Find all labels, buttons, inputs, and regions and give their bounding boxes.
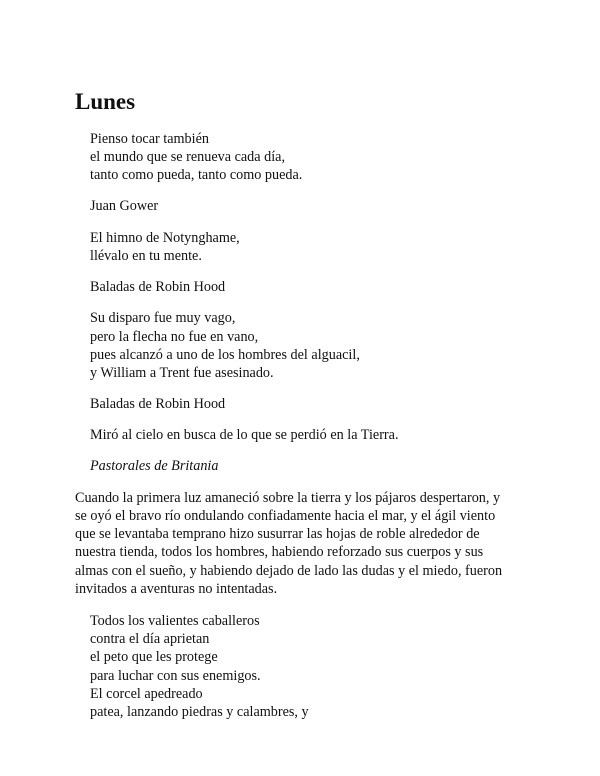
verse-line: pero la flecha no fue en vano, [90,328,259,345]
verse-line: para luchar con sus enemigos. [90,667,261,684]
verse-line: llévalo en tu mente. [90,248,202,264]
verse-line: patea, lanzando piedras y calambres, y [90,704,309,721]
verse-line: Su disparo fue muy vago, [90,310,236,327]
verse-stanza [90,612,535,721]
prose-line: nuestra tienda, todos los hombres, habiendo reforzado sus cuerpos y sus [75,544,484,561]
epigraph-attribution: Juan Gower [90,198,159,215]
verse-line: el peto que les protege [90,649,218,666]
verse-line: Pienso tocar también [90,131,209,147]
prose-line: se oyó el bravo río ondulando confiadamente hacia el mar, y el ágil viento [75,507,496,524]
verse-line: Todos los valientes caballeros [90,613,260,629]
epigraph-verse [90,309,535,382]
epigraph-attribution: Baladas de Robin Hood [90,279,226,295]
prose-line: Cuando la primera luz amaneció sobre la tierra y los pájaros despertaron, y [75,489,501,506]
prose-line: que se levantaba temprano hizo susurrar las hojas de roble alrededor de [75,526,480,543]
epigraph-attribution: Baladas de Robin Hood [90,396,226,412]
prose-line: invitados a aventuras no intentadas. [75,580,278,597]
verse-line: El corcel apedreado [90,685,203,702]
verse-line: tanto como pueda, tanto como pueda. [90,167,303,184]
verse-line: y William a Trent fue asesinado. [90,365,274,381]
verse-line: pues alcanzó a uno de los hombres del alguacil, [90,346,360,363]
prose-line: almas con el sueño, y habiendo dejado de lado las dudas y el miedo, fueron [75,562,503,579]
verse-line: el mundo que se renueva cada día, [90,149,285,166]
chapter-content [75,130,535,734]
epigraph-verse [90,130,535,185]
epigraph-attribution: Pastorales de Britania [90,458,219,475]
prose-paragraph [75,489,535,598]
epigraph-verse [90,426,535,444]
verse-line: El himno de Notynghame, [90,229,240,246]
epigraph-verse [90,229,535,265]
chapter-title: Lunes [75,89,136,114]
verse-line: contra el día aprietan [90,631,210,648]
verse-line: Miró al cielo en busca de lo que se perdió en la Tierra. [90,427,399,444]
